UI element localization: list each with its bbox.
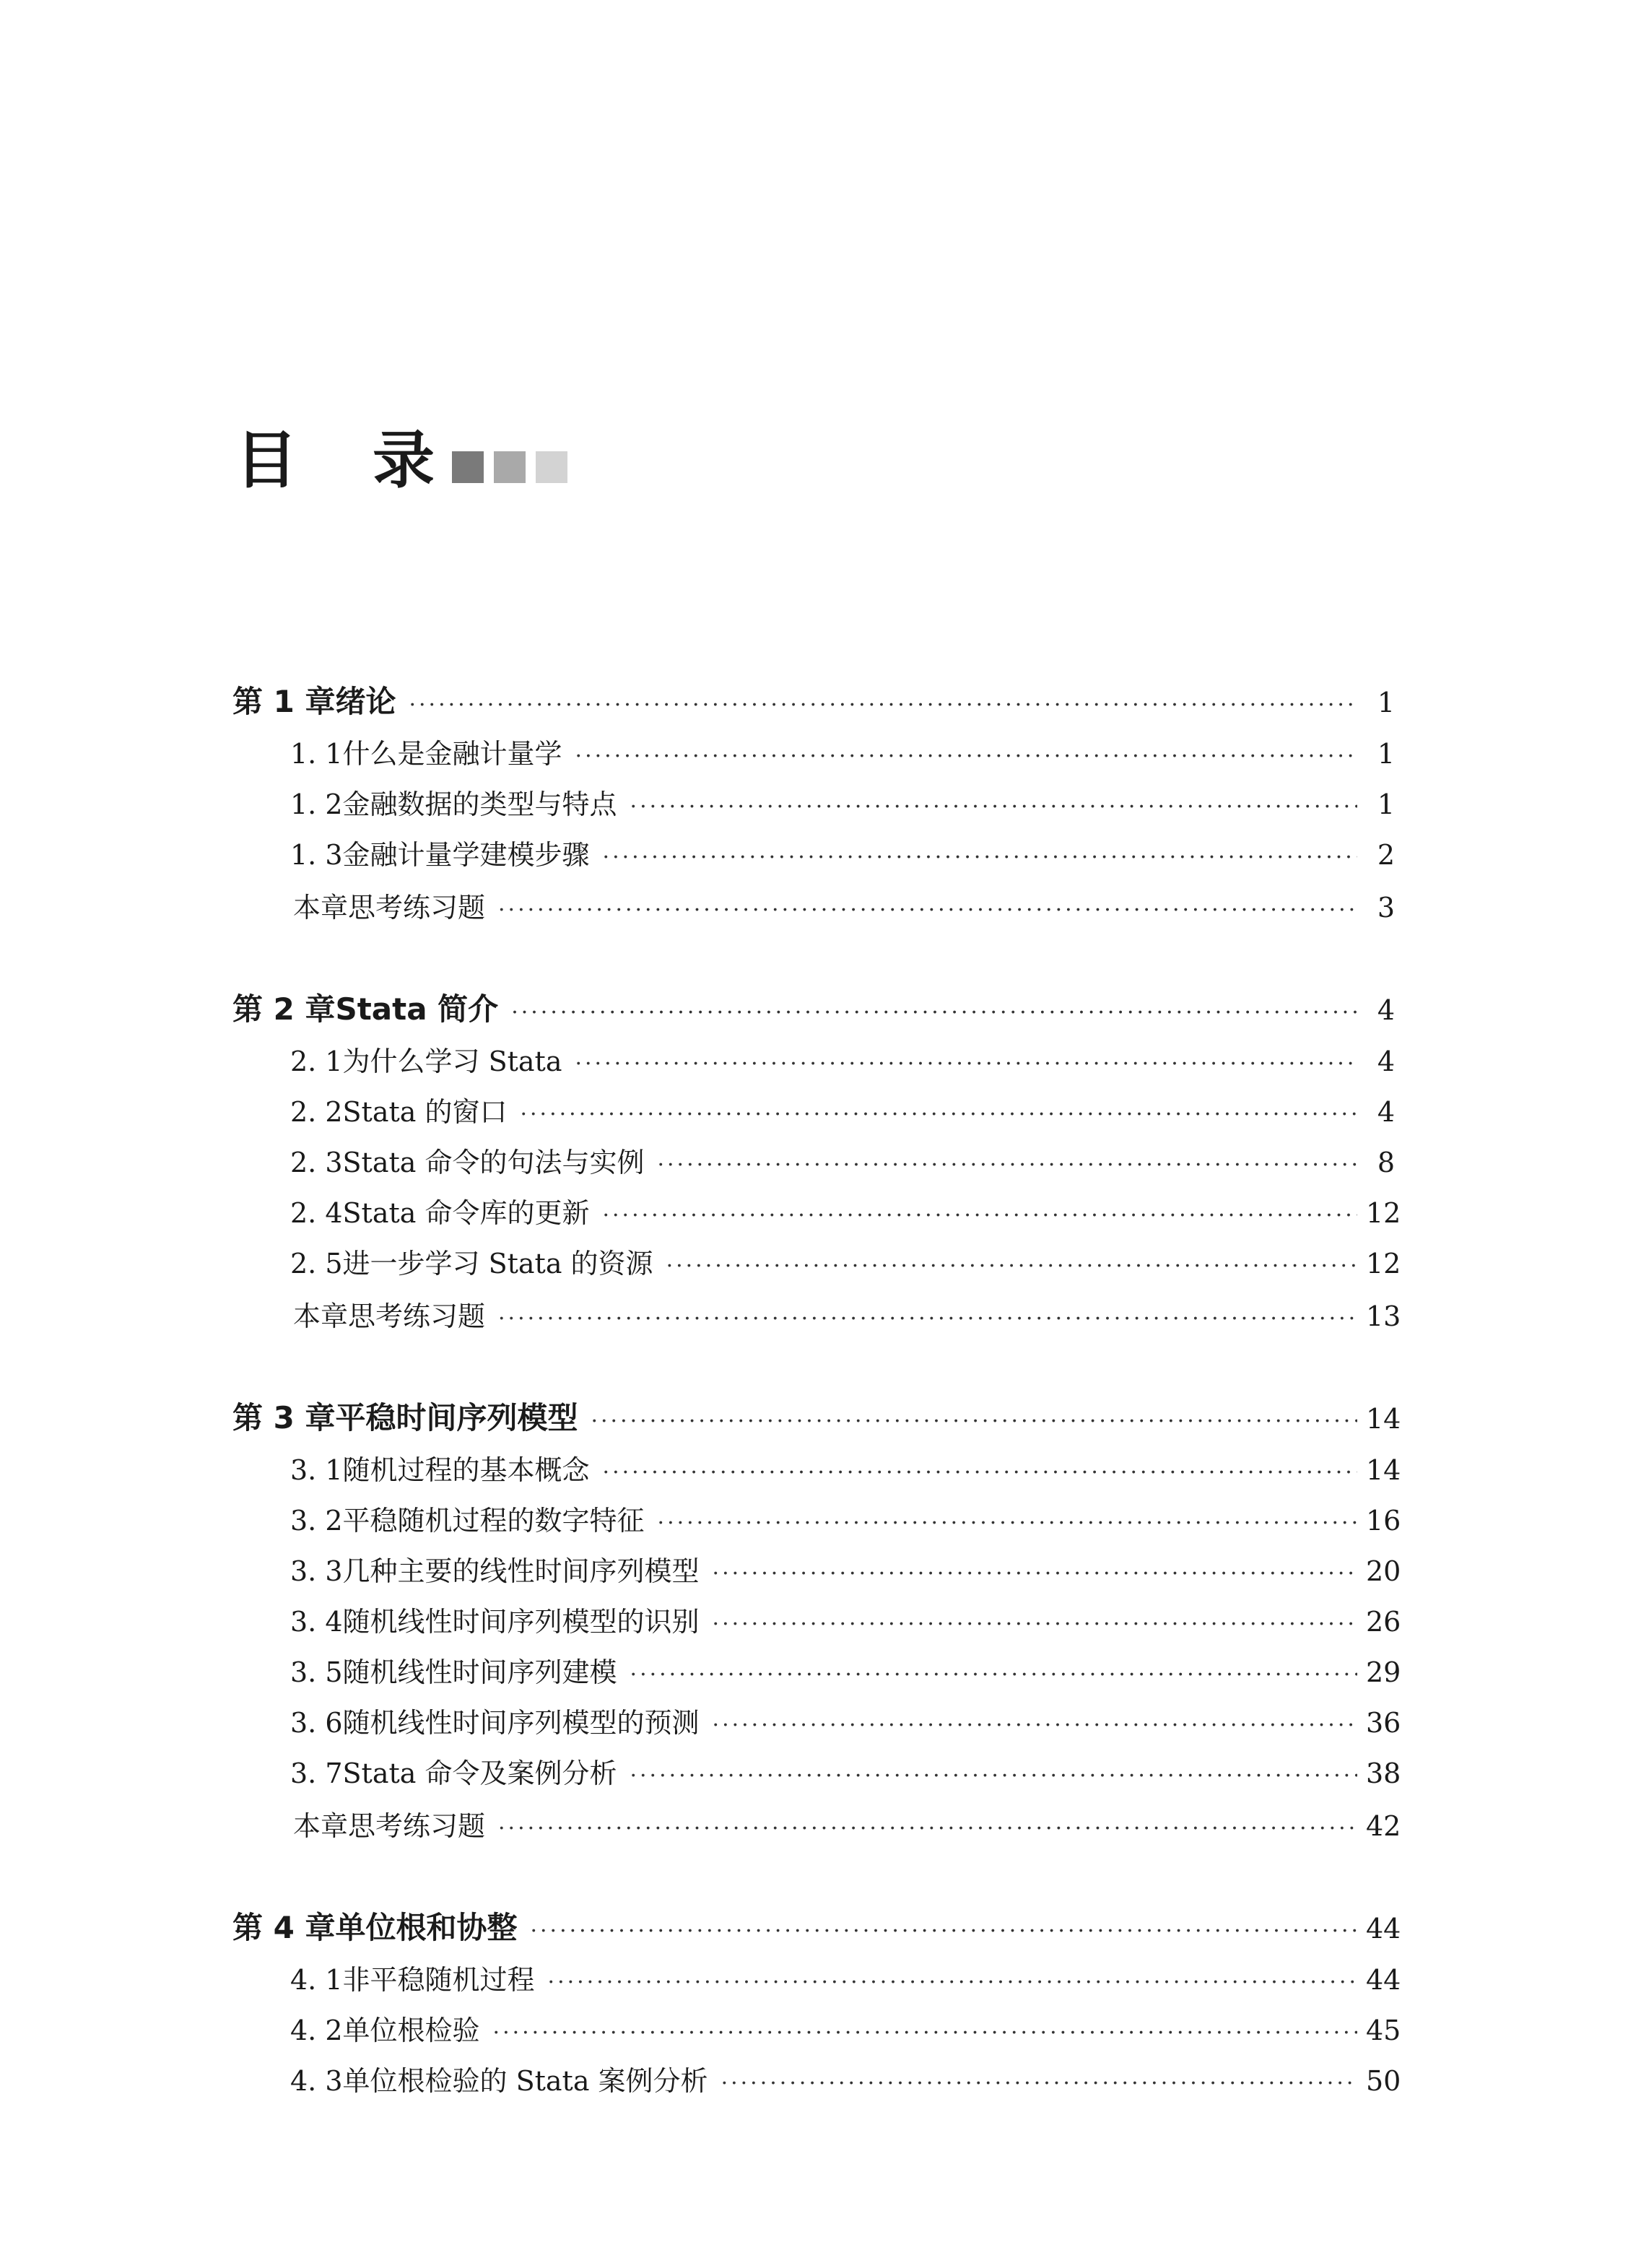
dot-leader xyxy=(511,986,1357,1040)
toc-section-entry[interactable] xyxy=(232,1647,1401,1698)
toc-section-entry-number: 3. 7 xyxy=(290,1758,343,1789)
toc-section-entry[interactable] xyxy=(232,1698,1401,1748)
toc-exercises-entry-title: 本章思考练习题 xyxy=(293,1810,486,1842)
toc-section-entry-page-number: 12 xyxy=(1366,1197,1401,1229)
toc-exercises-entry[interactable] xyxy=(232,1799,1401,1854)
toc-section-entry-title: 进一步学习 Stata 的资源 xyxy=(342,1248,653,1279)
toc-chapter-entry-number: 第 3 章 xyxy=(232,1400,336,1435)
toc-chapter-entry-title: 单位根和协整 xyxy=(335,1910,518,1945)
toc-section-entry-page-number: 4 xyxy=(1377,1046,1395,1077)
toc-section-entry[interactable] xyxy=(232,830,1395,880)
dot-leader xyxy=(666,1241,1357,1292)
toc-section-entry-number: 3. 6 xyxy=(290,1707,343,1739)
toc-section-entry-title: 金融计量学建模步骤 xyxy=(342,839,590,871)
dot-leader xyxy=(658,1498,1357,1549)
toc-exercises-entry-page-number: 42 xyxy=(1366,1810,1401,1842)
toc-section-entry[interactable] xyxy=(232,2056,1401,2106)
toc-exercises-entry[interactable] xyxy=(232,1289,1401,1344)
toc-section-entry-page-number: 8 xyxy=(1377,1147,1395,1178)
toc-section-entry-page-number: 2 xyxy=(1377,839,1395,871)
dot-leader xyxy=(630,1650,1357,1700)
decorative-square-3 xyxy=(536,451,567,483)
table-of-contents xyxy=(232,675,1401,2154)
toc-chapter xyxy=(232,983,1401,1344)
toc-section-entry-number: 4. 2 xyxy=(290,2015,343,2046)
toc-section-entry-title: 随机线性时间序列建模 xyxy=(342,1656,617,1688)
toc-section-entry[interactable] xyxy=(232,1596,1401,1647)
toc-section-entry-page-number: 20 xyxy=(1366,1555,1401,1587)
dot-leader xyxy=(498,883,1357,938)
toc-chapter-entry-number: 第 1 章 xyxy=(232,684,336,719)
toc-section-entry-number: 3. 4 xyxy=(290,1606,343,1638)
toc-exercises-entry-title: 本章思考练习题 xyxy=(293,1300,486,1332)
toc-section-entry-page-number: 26 xyxy=(1366,1606,1401,1638)
toc-section-entry-page-number: 29 xyxy=(1366,1656,1401,1688)
toc-section-entry-page-number: 36 xyxy=(1366,1707,1401,1739)
dot-leader xyxy=(713,1549,1357,1599)
dot-leader xyxy=(603,833,1357,883)
toc-chapter-entry-title: Stata 简介 xyxy=(335,991,499,1027)
toc-chapter-entry-page-number: 44 xyxy=(1366,1913,1401,1945)
toc-section-entry-number: 4. 3 xyxy=(290,2065,343,2097)
toc-exercises-entry-page-number: 3 xyxy=(1377,892,1395,924)
toc-section-entry[interactable] xyxy=(232,1546,1401,1596)
toc-section-entry-title: 单位根检验的 Stata 案例分析 xyxy=(342,2065,708,2097)
toc-chapter-entry[interactable] xyxy=(232,1391,1401,1445)
toc-chapter-entry-title: 绪论 xyxy=(335,684,396,719)
toc-section-entry-title: Stata 的窗口 xyxy=(342,1096,508,1128)
dot-leader xyxy=(575,1039,1357,1090)
dot-leader xyxy=(713,1700,1357,1751)
toc-chapter-entry-page-number: 14 xyxy=(1366,1403,1401,1435)
toc-section-entry-page-number: 44 xyxy=(1366,1964,1401,1996)
toc-section-entry-title: 单位根检验 xyxy=(342,2015,480,2046)
dot-leader xyxy=(530,1905,1357,1958)
toc-section-entry-number: 1. 3 xyxy=(290,839,343,871)
toc-section-entry-title: Stata 命令库的更新 xyxy=(342,1197,590,1229)
toc-exercises-entry-title: 本章思考练习题 xyxy=(293,892,486,924)
toc-section-entry-title: 随机线性时间序列模型的识别 xyxy=(342,1606,700,1638)
toc-section-entry[interactable] xyxy=(232,1445,1401,1495)
toc-section-entry-page-number: 14 xyxy=(1366,1454,1401,1486)
toc-section-entry-page-number: 45 xyxy=(1366,2015,1401,2046)
toc-chapter xyxy=(232,1391,1401,1854)
dot-leader xyxy=(721,2059,1357,2109)
toc-section-entry-page-number: 1 xyxy=(1377,788,1395,820)
toc-section-entry-number: 4. 1 xyxy=(290,1964,343,1996)
toc-section-entry-number: 3. 3 xyxy=(290,1555,343,1587)
toc-section-entry-page-number: 1 xyxy=(1377,738,1395,770)
toc-section-entry-title: 几种主要的线性时间序列模型 xyxy=(342,1555,700,1587)
toc-section-entry-title: 什么是金融计量学 xyxy=(342,738,562,770)
toc-section-entry-number: 2. 2 xyxy=(290,1096,343,1128)
toc-exercises-entry-page-number: 13 xyxy=(1366,1300,1401,1332)
toc-section-entry-number: 2. 1 xyxy=(290,1046,343,1077)
toc-chapter-entry-page-number: 4 xyxy=(1377,994,1395,1026)
toc-section-entry-page-number: 38 xyxy=(1366,1758,1401,1789)
dot-leader xyxy=(657,1140,1357,1191)
toc-section-entry-page-number: 12 xyxy=(1366,1248,1401,1279)
toc-heading-char-2: 录 xyxy=(373,424,435,497)
toc-section-entry[interactable] xyxy=(232,729,1395,779)
toc-section-entry[interactable] xyxy=(232,2005,1401,2056)
dot-leader xyxy=(493,2008,1357,2059)
toc-chapter-entry-title: 平稳时间序列模型 xyxy=(335,1400,578,1435)
decorative-square-2 xyxy=(494,451,526,483)
dot-leader xyxy=(591,1395,1357,1448)
toc-section-entry-number: 2. 3 xyxy=(290,1147,343,1178)
toc-section-entry[interactable] xyxy=(232,1087,1395,1137)
toc-chapter xyxy=(232,675,1395,935)
toc-section-entry-title: Stata 命令及案例分析 xyxy=(342,1758,617,1789)
toc-chapter-entry[interactable] xyxy=(232,983,1395,1036)
toc-chapter-entry[interactable] xyxy=(232,675,1395,729)
toc-chapter-entry[interactable] xyxy=(232,1901,1401,1955)
toc-heading xyxy=(235,425,578,497)
toc-section-entry-page-number: 16 xyxy=(1366,1505,1401,1537)
toc-section-entry[interactable] xyxy=(232,1238,1401,1289)
toc-section-entry-title: 金融数据的类型与特点 xyxy=(342,788,617,820)
toc-section-entry-number: 2. 4 xyxy=(290,1197,343,1229)
dot-leader xyxy=(602,1191,1357,1241)
toc-section-entry[interactable] xyxy=(232,1188,1401,1238)
toc-section-entry[interactable] xyxy=(232,1955,1401,2005)
toc-chapter-entry-number: 第 2 章 xyxy=(232,991,336,1027)
toc-heading-char-1: 目 xyxy=(235,424,297,497)
toc-section-entry-number: 3. 5 xyxy=(290,1656,343,1688)
dot-leader xyxy=(498,1802,1357,1856)
toc-section-entry-number: 1. 2 xyxy=(290,788,343,820)
toc-chapter-entry-page-number: 1 xyxy=(1377,687,1395,718)
toc-section-entry-page-number: 50 xyxy=(1366,2065,1401,2097)
toc-section-entry-title: 随机线性时间序列模型的预测 xyxy=(342,1707,700,1739)
dot-leader xyxy=(630,782,1357,833)
toc-section-entry[interactable] xyxy=(232,779,1395,830)
dot-leader xyxy=(498,1292,1357,1347)
dot-leader xyxy=(575,731,1357,782)
toc-section-entry-title: 非平稳随机过程 xyxy=(342,1964,535,1996)
toc-section-entry-number: 3. 1 xyxy=(290,1454,343,1486)
dot-leader xyxy=(520,1090,1357,1140)
dot-leader xyxy=(548,1958,1357,2008)
toc-section-entry-number: 2. 5 xyxy=(290,1248,343,1279)
toc-section-entry-number: 1. 1 xyxy=(290,738,343,770)
toc-section-entry[interactable] xyxy=(232,1495,1401,1546)
toc-section-entry-title: 为什么学习 Stata xyxy=(342,1046,562,1077)
dot-leader xyxy=(630,1751,1357,1802)
dot-leader xyxy=(409,679,1357,732)
toc-section-entry[interactable] xyxy=(232,1748,1401,1799)
toc-section-entry-number: 3. 2 xyxy=(290,1505,343,1537)
dot-leader xyxy=(603,1448,1357,1498)
toc-section-entry-title: 随机过程的基本概念 xyxy=(342,1454,590,1486)
toc-section-entry[interactable] xyxy=(232,1137,1395,1188)
dot-leader xyxy=(713,1599,1357,1650)
decorative-square-1 xyxy=(452,451,484,483)
toc-chapter-entry-number: 第 4 章 xyxy=(232,1910,336,1945)
toc-section-entry[interactable] xyxy=(232,1036,1395,1087)
toc-section-entry-title: 平稳随机过程的数字特征 xyxy=(342,1505,645,1537)
toc-chapter xyxy=(232,1901,1401,2106)
toc-exercises-entry[interactable] xyxy=(232,880,1395,935)
toc-section-entry-title: Stata 命令的句法与实例 xyxy=(342,1147,645,1178)
toc-section-entry-page-number: 4 xyxy=(1377,1096,1395,1128)
